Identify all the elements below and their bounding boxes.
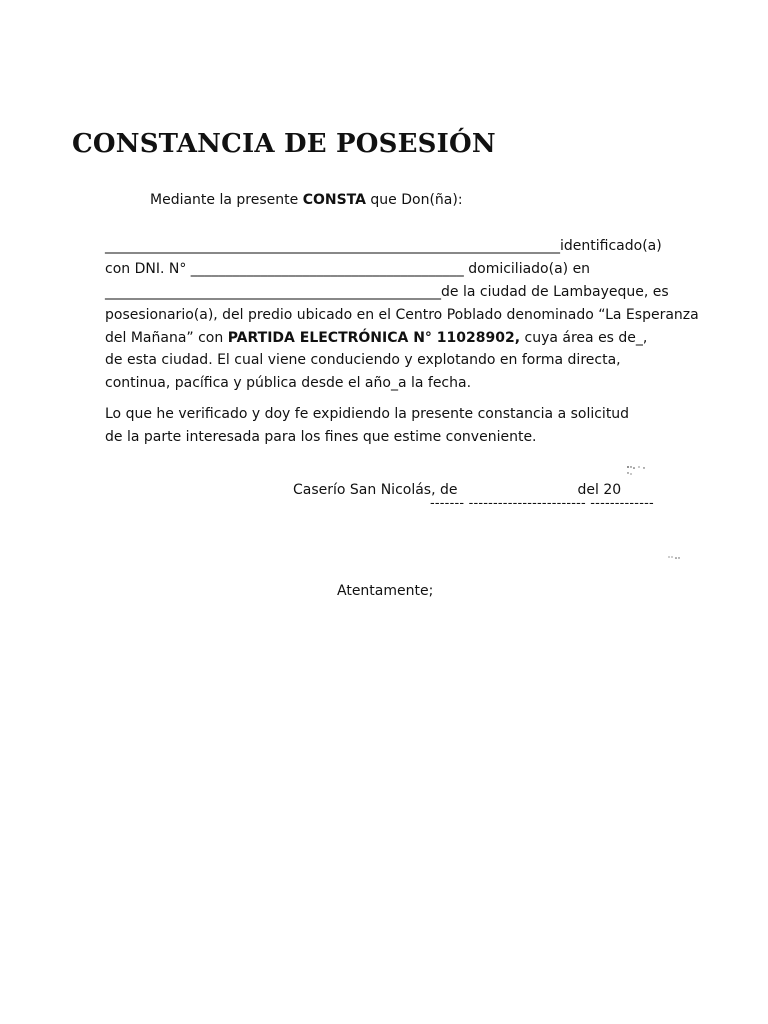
scan-speck-mark (626, 464, 648, 478)
paragraph-2-line-2: de la parte interesada para los fines que estime conveniente. (105, 429, 537, 445)
year-label: del 20 (577, 482, 622, 498)
date-dash-line: ------- ------------------------ ------------- (430, 496, 654, 511)
intro-line (150, 190, 463, 210)
partida-electronica: PARTIDA ELECTRÓNICA N° 11028902, (227, 330, 521, 346)
body-line-7: continua, pacífica y pública desde el año_a la fecha. (105, 375, 472, 391)
place-label: Caserío San Nicolás, de (293, 482, 458, 498)
paragraph-2-line-1: Lo que he verificado y doy fe expidiendo la presente constancia a solicitud (105, 406, 630, 422)
closing-text: Atentamente; (337, 583, 434, 599)
body-line-5-prefix: del Mañana” con (105, 330, 228, 346)
body-line-2: con DNI. N° _______________________________________ domiciliado(a) en (105, 261, 591, 277)
scan-speck-mark-2 (667, 554, 681, 562)
body-line-5-suffix: cuya área es de_, (520, 330, 648, 346)
document-title: CONSTANCIA DE POSESIÓN (72, 129, 496, 159)
body-line-5 (105, 328, 647, 348)
body-line-1: _________________________________________________________________identificado(a) (105, 238, 662, 254)
body-line-4: posesionario(a), del predio ubicado en el Centro Poblado denominado “La Esperanza (105, 307, 699, 323)
body-line-3: ________________________________________________de la ciudad de Lambayeque, es (105, 284, 669, 300)
intro-prefix: Mediante la presente (150, 192, 303, 208)
body-line-6: de esta ciudad. El cual viene conduciendo y explotando en forma directa, (105, 352, 621, 368)
intro-consta: CONSTA (302, 192, 366, 208)
intro-suffix: que Don(ña): (365, 192, 463, 208)
